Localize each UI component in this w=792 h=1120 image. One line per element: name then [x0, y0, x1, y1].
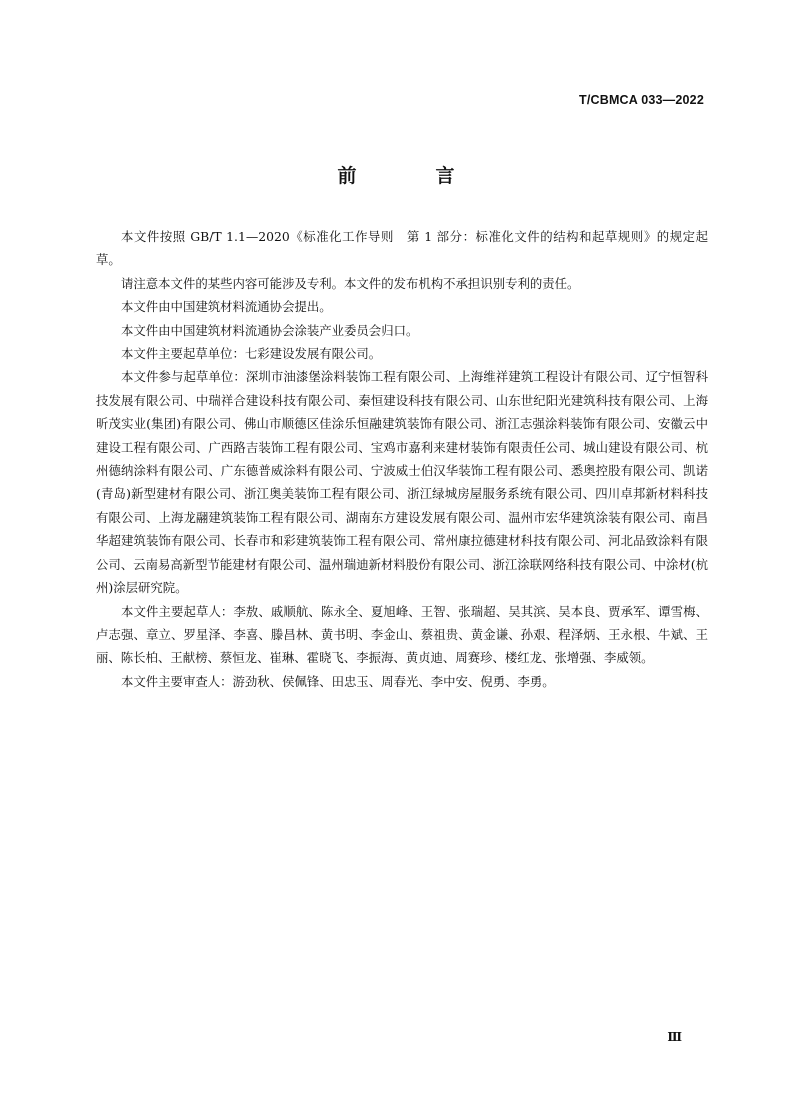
- paragraph-main-drafting-unit: 本文件主要起草单位：七彩建设发展有限公司。: [121, 346, 382, 362]
- standard-code: T/CBMCA 033—2022: [578, 93, 704, 107]
- paragraph-centralized-by: 本文件由中国建筑材料流通协会涂装产业委员会归口。: [121, 322, 419, 338]
- paragraph-proposer: 本文件由中国建筑材料流通协会提出。: [121, 299, 332, 315]
- foreword-body: [96, 225, 708, 693]
- page-title: 前 言: [337, 165, 485, 187]
- paragraph-patent-notice: 请注意本文件的某些内容可能涉及专利。本文件的发布机构不承担识别专利的责任。: [121, 275, 580, 291]
- page-number: Ⅲ: [667, 1030, 682, 1044]
- paragraph-main-reviewers: 本文件主要审查人：游劲秋、侯佩锋、田忠玉、周春光、李中安、倪勇、李勇。: [121, 673, 555, 689]
- paragraph-participating-units: 本文件参与起草单位：深圳市油漆堡涂料装饰工程有限公司、上海维祥建筑工程设计有限公司、辽宁恒智科技发展有限公司、中瑞祥合建设科技有限公司、秦恒建设科技有限公司、山东世纪阳光建筑科技有限公司、上海昕茂实业(集团)有限公司、佛山市顺德区佳涂乐恒融建筑装饰有限公司、浙江志强涂料装饰有限公司、安徽云中建设工程有限公司、广西路吉装饰工程有限公司、宝鸡市嘉利来建材装饰有限责任公司、城山建设有限公司、杭州德纳涂料有限公司、广东德普威涂料有限公司、宁波威士伯汉华装饰工程有限公司、悉奥控股有限公司、凯诺(青岛)新型建材有限公司、浙江奥美装饰工程有限公司、浙江绿城房屋服务系统有限公司、四川卓邦新材料科技有限公司、上海龙翮建筑装饰工程有限公司、湖南东方建设发展有限公司、温州市宏华建筑涂装有限公司、南昌华超建筑装饰有限公司、长春市和彩建筑装饰工程有限公司、常州康拉德建材科技有限公司、河北品致涂料有限公司、云南易高新型节能建材有限公司、温州瑞迪新材料股份有限公司、浙江涂联网络科技有限公司、中涂材(杭州)涂层研究院。: [96, 369, 708, 596]
- paragraph-drafting-rules: 本文件按照 GB/T 1.1—2020《标准化工作导则 第 1 部分：标准化文件的结构和起草规则》的规定起草。: [96, 229, 708, 268]
- paragraph-main-drafters: 本文件主要起草人：李敖、戚顺航、陈永全、夏旭峰、王智、张瑞超、吴其滨、吴本良、贾承军、谭雪梅、卢志强、章立、罗星泽、李喜、滕昌林、黄书明、李金山、蔡祖贵、黄金谦、孙艰、程泽炳、王永根、牛斌、王丽、陈长柏、王献榜、蔡恒龙、崔琳、霍晓飞、李振海、黄贞迪、周赛珍、楼红龙、张增强、李威领。: [96, 603, 708, 666]
